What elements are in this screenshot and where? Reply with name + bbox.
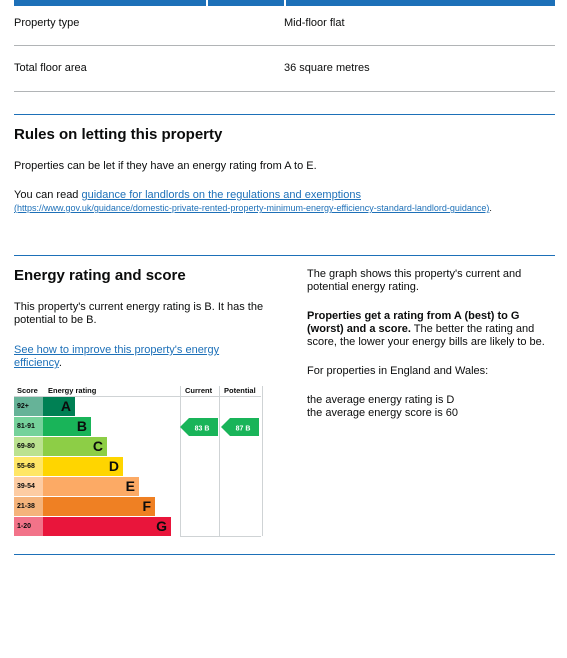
rating-explanation-rest: The better the rating and score, the lower your energy bills are likely to be. [307, 323, 545, 348]
band-letter-g: G [156, 518, 167, 534]
band-score-f: 21-38 [14, 497, 43, 516]
band-score-d: 55-68 [14, 457, 43, 476]
floor-area-label: Total floor area [14, 62, 87, 74]
current-header: Current [185, 386, 213, 395]
band-score-c: 69-80 [14, 437, 43, 456]
score-header: Score [17, 386, 38, 395]
letting-guidance-paragraph [14, 189, 534, 215]
guidance-link[interactable]: guidance for landlords on the regulations and exemptions [81, 189, 361, 201]
region-text: For properties in England and Wales: [307, 365, 489, 377]
band-letter-c: C [92, 438, 103, 454]
table-header-bar [14, 0, 206, 6]
divider [14, 91, 555, 92]
property-type-label: Property type [14, 17, 80, 29]
band-bar-b [43, 417, 91, 436]
energy-rating-header: Energy rating [48, 386, 97, 395]
rating-explanation [307, 310, 555, 349]
band-bar-c [43, 437, 107, 456]
band-score-g: 1-20 [14, 517, 43, 536]
band-letter-d: D [108, 458, 119, 474]
band-bar-f [43, 497, 155, 516]
property-type-value: Mid-floor flat [284, 17, 345, 29]
potential-rating-arrow-label: 87 B [235, 425, 251, 433]
section-break [14, 255, 555, 256]
potential-column [219, 386, 263, 536]
improve-suffix: . [58, 357, 62, 369]
section-break [14, 114, 555, 115]
improve-paragraph [14, 344, 264, 370]
band-letter-f: F [142, 498, 151, 514]
section-break [14, 554, 555, 555]
improve-efficiency-link[interactable]: See how to improve this property's energy efficiency [14, 344, 220, 369]
potential-rating-arrow [221, 418, 259, 437]
band-score-b: 81-91 [14, 417, 43, 436]
guidance-prefix: You can read [14, 189, 82, 201]
average-rating: the average energy rating is D [307, 394, 455, 406]
band-bar-a [43, 397, 75, 416]
table-header-bar [208, 0, 284, 6]
guidance-url-link[interactable]: (https://www.gov.uk/guidance/domestic-private-rented-property-minimum-energy-efficiency-standard-landlord-guidance) [14, 203, 490, 213]
floor-area-value: 36 square metres [284, 62, 370, 74]
band-bar-d [43, 457, 123, 476]
current-column [180, 386, 220, 536]
potential-header: Potential [224, 386, 256, 395]
table-header-bar [286, 0, 555, 6]
guidance-suffix: . [489, 203, 492, 213]
average-score: the average energy score is 60 [307, 407, 459, 419]
graph-description: The graph shows this property's current and potential energy rating. [307, 268, 522, 293]
average-rating-text [307, 394, 552, 420]
energy-rating-chart [14, 386, 262, 538]
band-bar-g [43, 517, 171, 536]
current-rating-arrow [180, 418, 218, 437]
band-letter-e: E [125, 478, 135, 494]
band-score-a: 92+ [14, 397, 43, 416]
band-letter-a: A [60, 398, 71, 414]
band-bar-e [43, 477, 139, 496]
current-rating-arrow-label: 83 B [194, 425, 210, 433]
band-letter-b: B [76, 418, 87, 434]
letting-heading: Rules on letting this property [14, 126, 223, 143]
chart-bottom-line [180, 536, 261, 537]
divider [14, 45, 555, 46]
letting-paragraph: Properties can be let if they have an energy rating from A to E. [14, 160, 317, 172]
energy-rating-paragraph: This property's current energy rating is B. It has the potential to be B. [14, 301, 264, 326]
band-score-e: 39-54 [14, 477, 43, 496]
energy-rating-heading: Energy rating and score [14, 267, 186, 284]
rating-explanation-bold: Properties get a rating from A (best) to G (worst) and a score. [307, 310, 520, 335]
